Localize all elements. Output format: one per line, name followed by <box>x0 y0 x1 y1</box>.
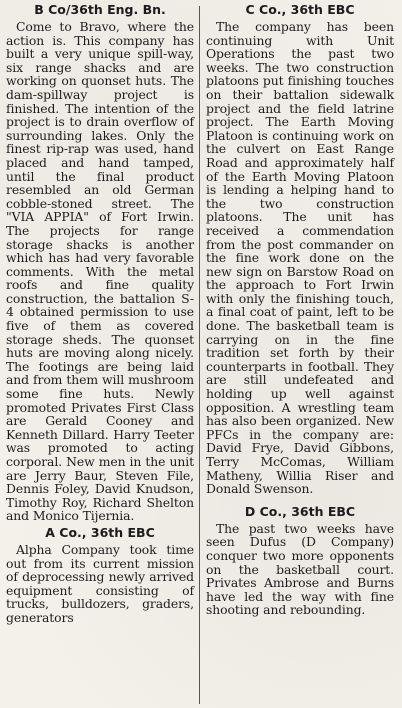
right-column <box>206 0 394 617</box>
d-co-heading: D Co., 36th EBC <box>244 503 356 519</box>
c-co-article: The company has been continuing with Unit Operations the past two weeks. The two construction platoons put finishing touches on their battalion sidewalk project and the field latrine project. The Earth Moving Platoon is continuing work on the culvert on East Range Road and approximately half of the Earth Moving Platoon is lending a helping hand to the two construction platoons. The unit has received a commendation from the post commander on the fine work done on the new sign on Barstow Road on the approach to Fort Irwin with only the finishing touch, a final coat of paint, left to be done. The basketball team is carrying on in the fine tradition set forth by their counterparts in football. They are still undefeated and holding up well against opposition. A wrestling team has also been organized. New PFCs in the company are: David Frye, David Gibbons, Terry McComas, William Matheny, Willia Riser and Donald Swenson. <box>206 19 394 497</box>
d-co-article: The past two weeks have seen Dufus (D Company) conquer two more opponents on the basketball court. Privates Ambrose and Burns have led the way with fine shooting and rebounding. <box>206 520 394 618</box>
a-co-heading: A Co., 36th EBC <box>45 524 155 540</box>
a-co-article: Alpha Company took time out from its current mission of deprocessing newly arrived equipment consisting of trucks, bulldozers, graders, generators <box>6 541 194 625</box>
b-co-article: Come to Bravo, where the action is. This company has built a very unique spill-way, six range shacks and are working on quonset huts. The dam-spillway project is finished. The intention of the project is to drain overflow of surrounding lakes. Only the finest rip-rap was used, hand placed and hand tamped, until the final product resembled an old German cobble-stoned street. The "VIA APPIA" of Fort Irwin. The projects for range storage shacks is another which has had very favorable comments. With the metal roofs and fine quality construction, the battalion S-4 obtained permission to use five of them as covered storage sheds. The quonset huts are moving along nicely. The footings are being laid and from them will mushroom some fine huts. Newly promoted Privates First Class are Gerald Cooney and Kenneth Dillard. Harry Teeter was promoted to acting corporal. New men in the unit are Jerry Baur, Steven File, Dennis Foley, David Knudson, Timothy Roy, Richard Shelton and Monico Tijernia. <box>6 19 194 524</box>
b-co-heading: B Co/36th Eng. Bn. <box>34 2 166 17</box>
left-column <box>6 0 194 625</box>
column-divider <box>199 6 200 704</box>
c-co-heading: C Co., 36th EBC <box>245 2 355 17</box>
